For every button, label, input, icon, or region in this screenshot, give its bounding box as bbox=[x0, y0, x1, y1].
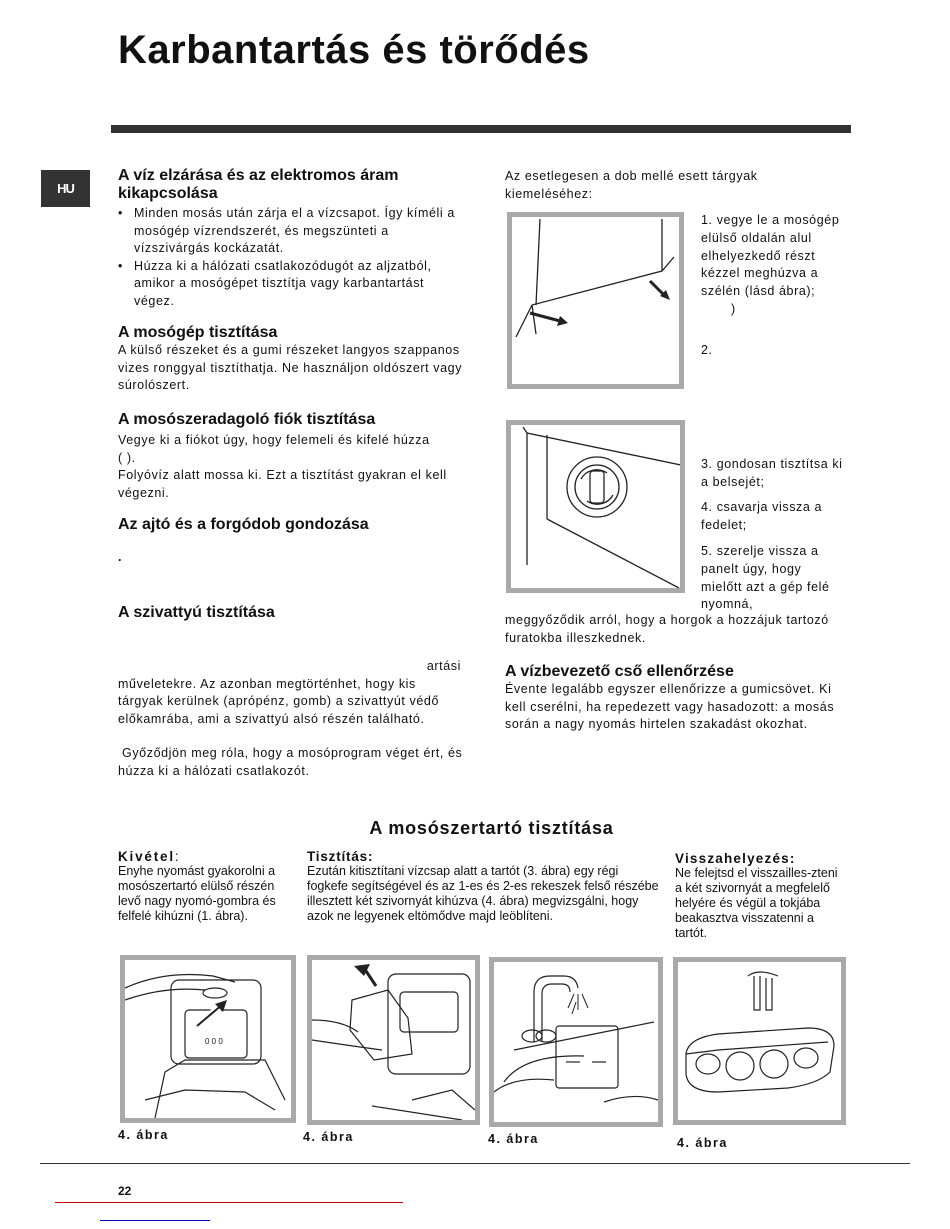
drawer-text: Vegye ki a fiókot úgy, hogy felemeli és kifelé húzza bbox=[118, 433, 430, 447]
pump-section bbox=[118, 604, 463, 622]
removal-text: Enyhe nyomást gyakorolni a mosószertartó elülső részén levő nagy nyomó-gombra és felfelé kihúzni (1. ábra). bbox=[118, 864, 276, 923]
figure-1-caption: 4. ábra bbox=[118, 1128, 169, 1142]
language-tab: HU bbox=[41, 170, 90, 207]
water-bullets bbox=[118, 205, 463, 310]
container-heading: A mosószertartó tisztítása bbox=[369, 818, 614, 838]
removal-col: Kivétel: Enyhe nyomást gyakorolni a mosószertartó elülső részén levő nagy nyomó-gombra és felfelé kihúzni (1. ábra). bbox=[118, 849, 298, 924]
step-1-tail: ) bbox=[731, 301, 736, 316]
figure-2-caption: 4. ábra bbox=[303, 1130, 354, 1144]
washing-title: Tisztítás: bbox=[307, 849, 374, 864]
hose-text: Évente legalább egyszer ellenőrizze a gumicsövet. Ki kell cserélni, ha repedezett vagy hasadozott: a mosás során a nagy nyomás hirtelen szakadást okozhat. bbox=[505, 682, 835, 731]
figure-2 bbox=[307, 955, 480, 1125]
footer-red-line bbox=[55, 1202, 403, 1203]
refit-text: Ne felejtsd el visszailles-zteni a két szivornyát a megfelelő helyére és végül a tokjába beakasztva visszatenni a tartót. bbox=[675, 866, 838, 940]
footer-blue-line bbox=[100, 1220, 210, 1221]
door-text: . bbox=[118, 550, 123, 564]
list-item: • Húzza ki a hálózati csatlakozódugót az aljzatból, amikor a mosógépet tisztítja vagy karbantartást végez. bbox=[118, 258, 463, 311]
step-3: 3. gondosan tisztítsa ki a belsejét; bbox=[701, 457, 843, 489]
figure-3-caption: 4. ábra bbox=[488, 1132, 539, 1146]
figure-1 bbox=[120, 955, 296, 1123]
hose-section bbox=[505, 663, 845, 734]
hose-heading: A vízbevezető cső ellenőrzése bbox=[505, 663, 734, 680]
step-2: 2. bbox=[701, 343, 713, 357]
pump-note: Győződjön meg róla, hogy a mosóprogram véget ért, és húzza ki a hálózati csatlakozót. bbox=[118, 746, 463, 778]
door-heading: Az ajtó és a forgódob gondozása bbox=[118, 516, 369, 533]
step-1 bbox=[701, 212, 846, 319]
svg-text:0 0 0: 0 0 0 bbox=[205, 1037, 223, 1046]
water-section bbox=[118, 167, 463, 310]
water-heading: A víz elzárása és az elektromos áram kikapcsolása bbox=[118, 167, 399, 202]
filter-illustration bbox=[511, 425, 680, 588]
pump-fragment: artási bbox=[426, 659, 461, 673]
washing-text: Ezután kitisztítani vízcsap alatt a tartót (3. ábra) egy régi fogkefe segítségével és az 1-es és 2-es rekeszek felső részébe illesztett két szivornyát kihúzva (4. ábra) megvizsgálni, hogy azok ne legyenek eltömődve majd leöblíteni. bbox=[307, 864, 659, 923]
panel-removal-figure bbox=[507, 212, 684, 389]
door-section bbox=[118, 516, 463, 567]
figure-3 bbox=[489, 957, 663, 1127]
step-1-text: 1. vegye le a mosógép elülső oldalán alul elhelyezkedő részt kézzel meghúzva a szélén (lásd ábra); bbox=[701, 213, 840, 299]
figure-4-caption: 4. ábra bbox=[677, 1136, 728, 1150]
drawer-ref: ( ). bbox=[118, 450, 136, 465]
page-title: Karbantartás és törődés bbox=[118, 28, 590, 72]
pump-heading: A szivattyú tisztítása bbox=[118, 604, 275, 621]
right-intro bbox=[505, 168, 805, 203]
filter-figure bbox=[506, 420, 685, 593]
step-5-cont-text: meggyőződik arról, hogy a horgok a hozzájuk tartozó furatokba illeszkednek. bbox=[505, 613, 829, 645]
step-4: 4. csavarja vissza a fedelet; bbox=[701, 500, 823, 532]
drawer-text-2: Folyóvíz alatt mossa ki. Ezt a tisztítást gyakran el kell végezni. bbox=[118, 468, 447, 500]
drawer-section bbox=[118, 411, 463, 502]
washing-col bbox=[307, 849, 659, 924]
figure-4-illustration bbox=[678, 962, 841, 1120]
removal-title: Kivétel bbox=[118, 849, 175, 864]
panel-removal-illustration bbox=[512, 217, 679, 384]
cleaning-text: A külső részeket és a gumi részeket langyos szappanos vizes ronggyal tisztíthatja. Ne használjon oldószert vagy súrolószert. bbox=[118, 343, 463, 392]
list-item: • Minden mosás után zárja el a vízcsapot. Így kíméli a mosógép vízrendszerét, és megszünteti a vízszivárgás kockázatát. bbox=[118, 205, 463, 258]
figure-1-illustration bbox=[125, 960, 291, 1118]
pump-text: műveletekre. Az azonban megtörténhet, hogy kis tárgyak kerülnek (aprópénz, gomb) a szivattyút védő előkamrába, ami a szivattyú alsó részén található. bbox=[118, 676, 440, 726]
cleaning-section bbox=[118, 324, 463, 395]
figure-2-illustration bbox=[312, 960, 475, 1120]
refit-col bbox=[675, 851, 845, 941]
pump-body bbox=[118, 658, 463, 780]
footer-rule bbox=[40, 1163, 910, 1164]
cleaning-heading: A mosógép tisztítása bbox=[118, 324, 278, 341]
drawer-heading: A mosószeradagoló fiók tisztítása bbox=[118, 411, 376, 428]
figure-4 bbox=[673, 957, 846, 1125]
step-5-continued bbox=[505, 612, 835, 647]
figure-3-illustration bbox=[494, 962, 658, 1122]
step-5: 5. szerelje vissza a panelt úgy, hogy mielőtt azt a gép felé nyomná, bbox=[701, 544, 830, 612]
intro-text: Az esetlegesen a dob mellé esett tárgyak kiemeléséhez: bbox=[505, 169, 758, 201]
title-rule bbox=[111, 125, 851, 133]
refit-title: Visszahelyezés: bbox=[675, 851, 796, 866]
page-number: 22 bbox=[118, 1184, 132, 1198]
